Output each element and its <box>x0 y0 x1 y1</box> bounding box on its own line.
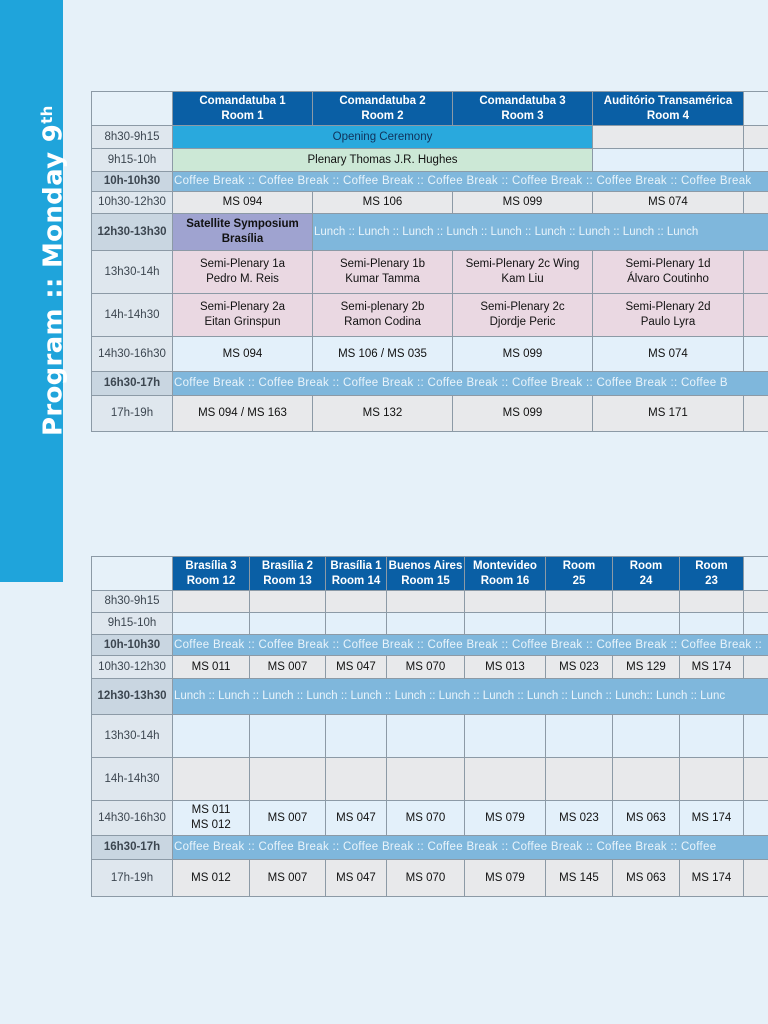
semi-plenary-cell: Semi-Plenary 2c Wing Kam Liu <box>453 251 593 294</box>
room-header: Brasília 1 Room 14 <box>326 557 387 591</box>
session-cell: MS 094 <box>173 192 313 214</box>
room-header: Brasília 2 Room 13 <box>250 557 326 591</box>
time-slot: 8h30-9h15 <box>92 591 173 613</box>
room-header: Room 23 <box>680 557 744 591</box>
room-header: Comandatuba 3 Room 3 <box>453 92 593 126</box>
empty-cell <box>744 715 768 758</box>
empty-cell <box>680 715 744 758</box>
session-cell: MS 007 <box>250 801 326 836</box>
empty-cell <box>250 715 326 758</box>
time-slot: 16h30-17h <box>92 836 173 860</box>
empty-cell <box>465 591 546 613</box>
table-row <box>92 635 768 656</box>
session-cell: MS 063 <box>613 801 680 836</box>
table-row <box>92 801 768 836</box>
session-cell: MS 145 <box>546 860 613 897</box>
session-cell: MS 070 <box>387 860 465 897</box>
empty-cell <box>173 715 250 758</box>
empty-cell <box>613 758 680 801</box>
session-cell: MS 011 MS 012 <box>173 801 250 836</box>
session-cell: MS 047 <box>326 860 387 897</box>
lunch-band: Lunch :: Lunch :: Lunch :: Lunch :: Lunch :: Lunch :: Lunch :: Lunch :: Lunch :: Lunch :: Lunch:: Lunch :: Lunc <box>173 679 768 715</box>
page-title-text: Program :: Monday 9th <box>38 105 69 436</box>
session-cell: MS 013 <box>465 656 546 679</box>
session-cell: MS 012 <box>173 860 250 897</box>
empty-cell <box>173 613 250 635</box>
empty-cell <box>465 758 546 801</box>
empty-cell <box>173 591 250 613</box>
corner-cell <box>92 557 173 591</box>
empty-cell <box>546 613 613 635</box>
table-row <box>92 715 768 758</box>
time-slot: 14h-14h30 <box>92 758 173 801</box>
empty-cell <box>387 591 465 613</box>
empty-cell <box>387 613 465 635</box>
empty-cell <box>387 715 465 758</box>
semi-plenary-cell: Semi-Plenary 2a Eitan Grinspun <box>173 294 313 337</box>
session-cell: MS 174 <box>680 801 744 836</box>
room-header: Auditório Transamérica Room 4 <box>593 92 744 126</box>
table-row <box>92 372 768 396</box>
session-cell: MS 132 <box>313 396 453 432</box>
time-slot: 12h30-13h30 <box>92 679 173 715</box>
session-cell: MS 063 <box>613 860 680 897</box>
table-row <box>92 656 768 679</box>
semi-plenary-cell: Semi-plenary 2b Ramon Codina <box>313 294 453 337</box>
table-row <box>92 192 768 214</box>
empty-cell <box>387 758 465 801</box>
time-slot: 13h30-14h <box>92 251 173 294</box>
opening-ceremony: Opening Ceremony <box>173 126 593 149</box>
empty-cell <box>593 126 744 149</box>
time-slot: 14h30-16h30 <box>92 801 173 836</box>
time-slot: 10h-10h30 <box>92 635 173 656</box>
time-slot: 10h30-12h30 <box>92 192 173 214</box>
room-header: Brasília 3 Room 12 <box>173 557 250 591</box>
time-slot: 16h30-17h <box>92 372 173 396</box>
empty-cell <box>744 396 768 432</box>
lunch-band: Lunch :: Lunch :: Lunch :: Lunch :: Lunch :: Lunch :: Lunch :: Lunch :: Lunch <box>313 214 768 251</box>
empty-cell <box>250 613 326 635</box>
empty-cell <box>744 860 768 897</box>
time-slot: 14h-14h30 <box>92 294 173 337</box>
session-cell: MS 129 <box>613 656 680 679</box>
empty-cell <box>744 656 768 679</box>
empty-cell <box>744 337 768 372</box>
empty-cell <box>680 591 744 613</box>
table-row <box>92 679 768 715</box>
time-slot: 9h15-10h <box>92 613 173 635</box>
page-title <box>0 0 69 582</box>
empty-cell <box>465 613 546 635</box>
table-row <box>92 836 768 860</box>
session-cell: MS 099 <box>453 396 593 432</box>
session-cell: MS 106 / MS 035 <box>313 337 453 372</box>
table-row <box>92 294 768 337</box>
empty-cell <box>680 613 744 635</box>
session-cell: MS 171 <box>593 396 744 432</box>
session-cell: MS 007 <box>250 860 326 897</box>
empty-cell <box>465 715 546 758</box>
room-header: Comandatuba 1 Room 1 <box>173 92 313 126</box>
empty-cell <box>326 758 387 801</box>
time-slot: 17h-19h <box>92 396 173 432</box>
session-cell: MS 094 <box>173 337 313 372</box>
table-row <box>92 758 768 801</box>
session-cell: MS 099 <box>453 192 593 214</box>
schedule-table-secondary-rooms <box>91 556 768 897</box>
empty-cell <box>680 758 744 801</box>
table-row <box>92 396 768 432</box>
empty-cell <box>744 126 768 149</box>
room-header: Room 25 <box>546 557 613 591</box>
coffee-break-band: Coffee Break :: Coffee Break :: Coffee Break :: Coffee Break :: Coffee Break :: Coffee Break :: Coffee <box>173 836 768 860</box>
time-slot: 14h30-16h30 <box>92 337 173 372</box>
empty-cell <box>173 758 250 801</box>
empty-cell <box>326 591 387 613</box>
empty-cell <box>326 715 387 758</box>
empty-cell <box>546 758 613 801</box>
coffee-break-band: Coffee Break :: Coffee Break :: Coffee Break :: Coffee Break :: Coffee Break :: Coffee Break :: Coffee Break <box>173 172 768 192</box>
table-row <box>92 251 768 294</box>
table-row <box>92 214 768 251</box>
empty-cell <box>744 192 768 214</box>
empty-cell <box>744 557 768 591</box>
room-header: Montevideo Room 16 <box>465 557 546 591</box>
session-cell: MS 099 <box>453 337 593 372</box>
semi-plenary-cell: Semi-Plenary 1d Álvaro Coutinho <box>593 251 744 294</box>
room-header: Room 24 <box>613 557 680 591</box>
semi-plenary-cell: Semi-Plenary 2c Djordje Peric <box>453 294 593 337</box>
empty-cell <box>744 591 768 613</box>
table-row <box>92 591 768 613</box>
semi-plenary-cell: Semi-Plenary 1b Kumar Tamma <box>313 251 453 294</box>
session-cell: MS 023 <box>546 801 613 836</box>
empty-cell <box>326 613 387 635</box>
session-cell: MS 023 <box>546 656 613 679</box>
empty-cell <box>744 801 768 836</box>
session-cell: MS 070 <box>387 656 465 679</box>
time-slot: 10h30-12h30 <box>92 656 173 679</box>
session-cell: MS 007 <box>250 656 326 679</box>
empty-cell <box>250 591 326 613</box>
time-slot: 13h30-14h <box>92 715 173 758</box>
session-cell: MS 011 <box>173 656 250 679</box>
table-row <box>92 337 768 372</box>
session-cell: MS 074 <box>593 192 744 214</box>
plenary-session: Plenary Thomas J.R. Hughes <box>173 149 593 172</box>
table-row <box>92 860 768 897</box>
time-slot: 17h-19h <box>92 860 173 897</box>
time-slot: 9h15-10h <box>92 149 173 172</box>
semi-plenary-cell: Semi-Plenary 1a Pedro M. Reis <box>173 251 313 294</box>
semi-plenary-cell: Semi-Plenary 2d Paulo Lyra <box>593 294 744 337</box>
session-cell: MS 079 <box>465 860 546 897</box>
empty-cell <box>744 149 768 172</box>
table-row <box>92 172 768 192</box>
session-cell: MS 079 <box>465 801 546 836</box>
session-cell: MS 094 / MS 163 <box>173 396 313 432</box>
empty-cell <box>250 758 326 801</box>
coffee-break-band: Coffee Break :: Coffee Break :: Coffee Break :: Coffee Break :: Coffee Break :: Coffee Break :: Coffee B <box>173 372 768 396</box>
empty-cell <box>546 591 613 613</box>
table-row <box>92 126 768 149</box>
time-slot: 8h30-9h15 <box>92 126 173 149</box>
session-cell: MS 174 <box>680 656 744 679</box>
time-slot: 10h-10h30 <box>92 172 173 192</box>
room-header: Comandatuba 2 Room 2 <box>313 92 453 126</box>
session-cell: MS 047 <box>326 801 387 836</box>
corner-cell <box>92 92 173 126</box>
room-header: Buenos Aires Room 15 <box>387 557 465 591</box>
empty-cell <box>744 613 768 635</box>
empty-cell <box>744 758 768 801</box>
session-cell: MS 074 <box>593 337 744 372</box>
coffee-break-band: Coffee Break :: Coffee Break :: Coffee Break :: Coffee Break :: Coffee Break :: Coffee Break :: Coffee Break :: <box>173 635 768 656</box>
empty-cell <box>613 613 680 635</box>
empty-cell <box>744 294 768 337</box>
empty-cell <box>546 715 613 758</box>
empty-cell <box>744 92 768 126</box>
time-slot: 12h30-13h30 <box>92 214 173 251</box>
session-cell: MS 047 <box>326 656 387 679</box>
table-row <box>92 149 768 172</box>
session-cell: MS 106 <box>313 192 453 214</box>
header-row <box>92 557 768 591</box>
header-row <box>92 92 768 126</box>
empty-cell <box>613 591 680 613</box>
table-row <box>92 613 768 635</box>
session-cell: MS 070 <box>387 801 465 836</box>
empty-cell <box>744 251 768 294</box>
satellite-symposium: Satellite Symposium Brasília <box>173 214 313 251</box>
empty-cell <box>613 715 680 758</box>
schedule-table-main-rooms <box>91 91 768 432</box>
empty-cell <box>593 149 744 172</box>
session-cell: MS 174 <box>680 860 744 897</box>
